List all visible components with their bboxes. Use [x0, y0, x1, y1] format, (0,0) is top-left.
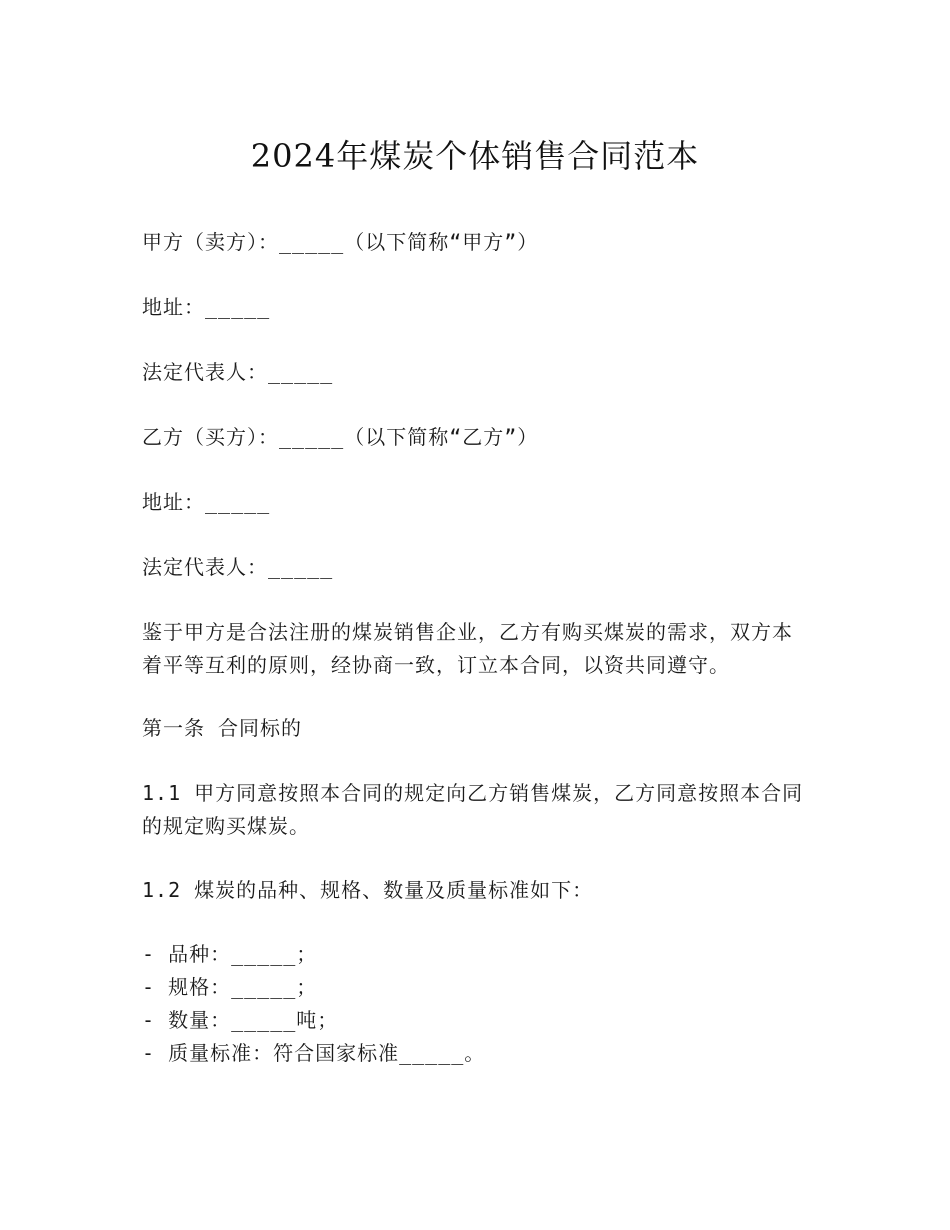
spec-item-specification: - 规格：_____； [142, 975, 318, 999]
party-a-representative: 法定代表人：_____ [142, 360, 334, 384]
spec-list [142, 938, 812, 1070]
party-a-line: 甲方（卖方）：_____（以下简称“甲方”） [142, 230, 539, 254]
party-a-address: 地址：_____ [142, 295, 271, 319]
party-b-address: 地址：_____ [142, 490, 271, 514]
spec-item-variety: - 品种：_____； [142, 942, 318, 966]
document-title: 2024年煤炭个体销售合同范本 [250, 137, 700, 175]
party-b-representative: 法定代表人：_____ [142, 555, 334, 579]
clause-1-1: 1.1 甲方同意按照本合同的规定向乙方销售煤炭，乙方同意按照本合同的规定购买煤炭。 [142, 781, 804, 838]
article-1-heading: 第一条 合同标的 [142, 716, 303, 740]
spec-item-quantity: - 数量：_____吨； [142, 1008, 339, 1032]
preamble-paragraph: 鉴于甲方是合法注册的煤炭销售企业，乙方有购买煤炭的需求，双方本着平等互利的原则，经协商一致，订立本合同，以资共同遵守。 [142, 620, 793, 677]
spec-item-quality: - 质量标准：符合国家标准_____。 [142, 1041, 486, 1065]
party-b-line: 乙方（买方）：_____（以下简称“乙方”） [142, 425, 539, 449]
clause-1-2: 1.2 煤炭的品种、规格、数量及质量标准如下： [142, 878, 594, 902]
